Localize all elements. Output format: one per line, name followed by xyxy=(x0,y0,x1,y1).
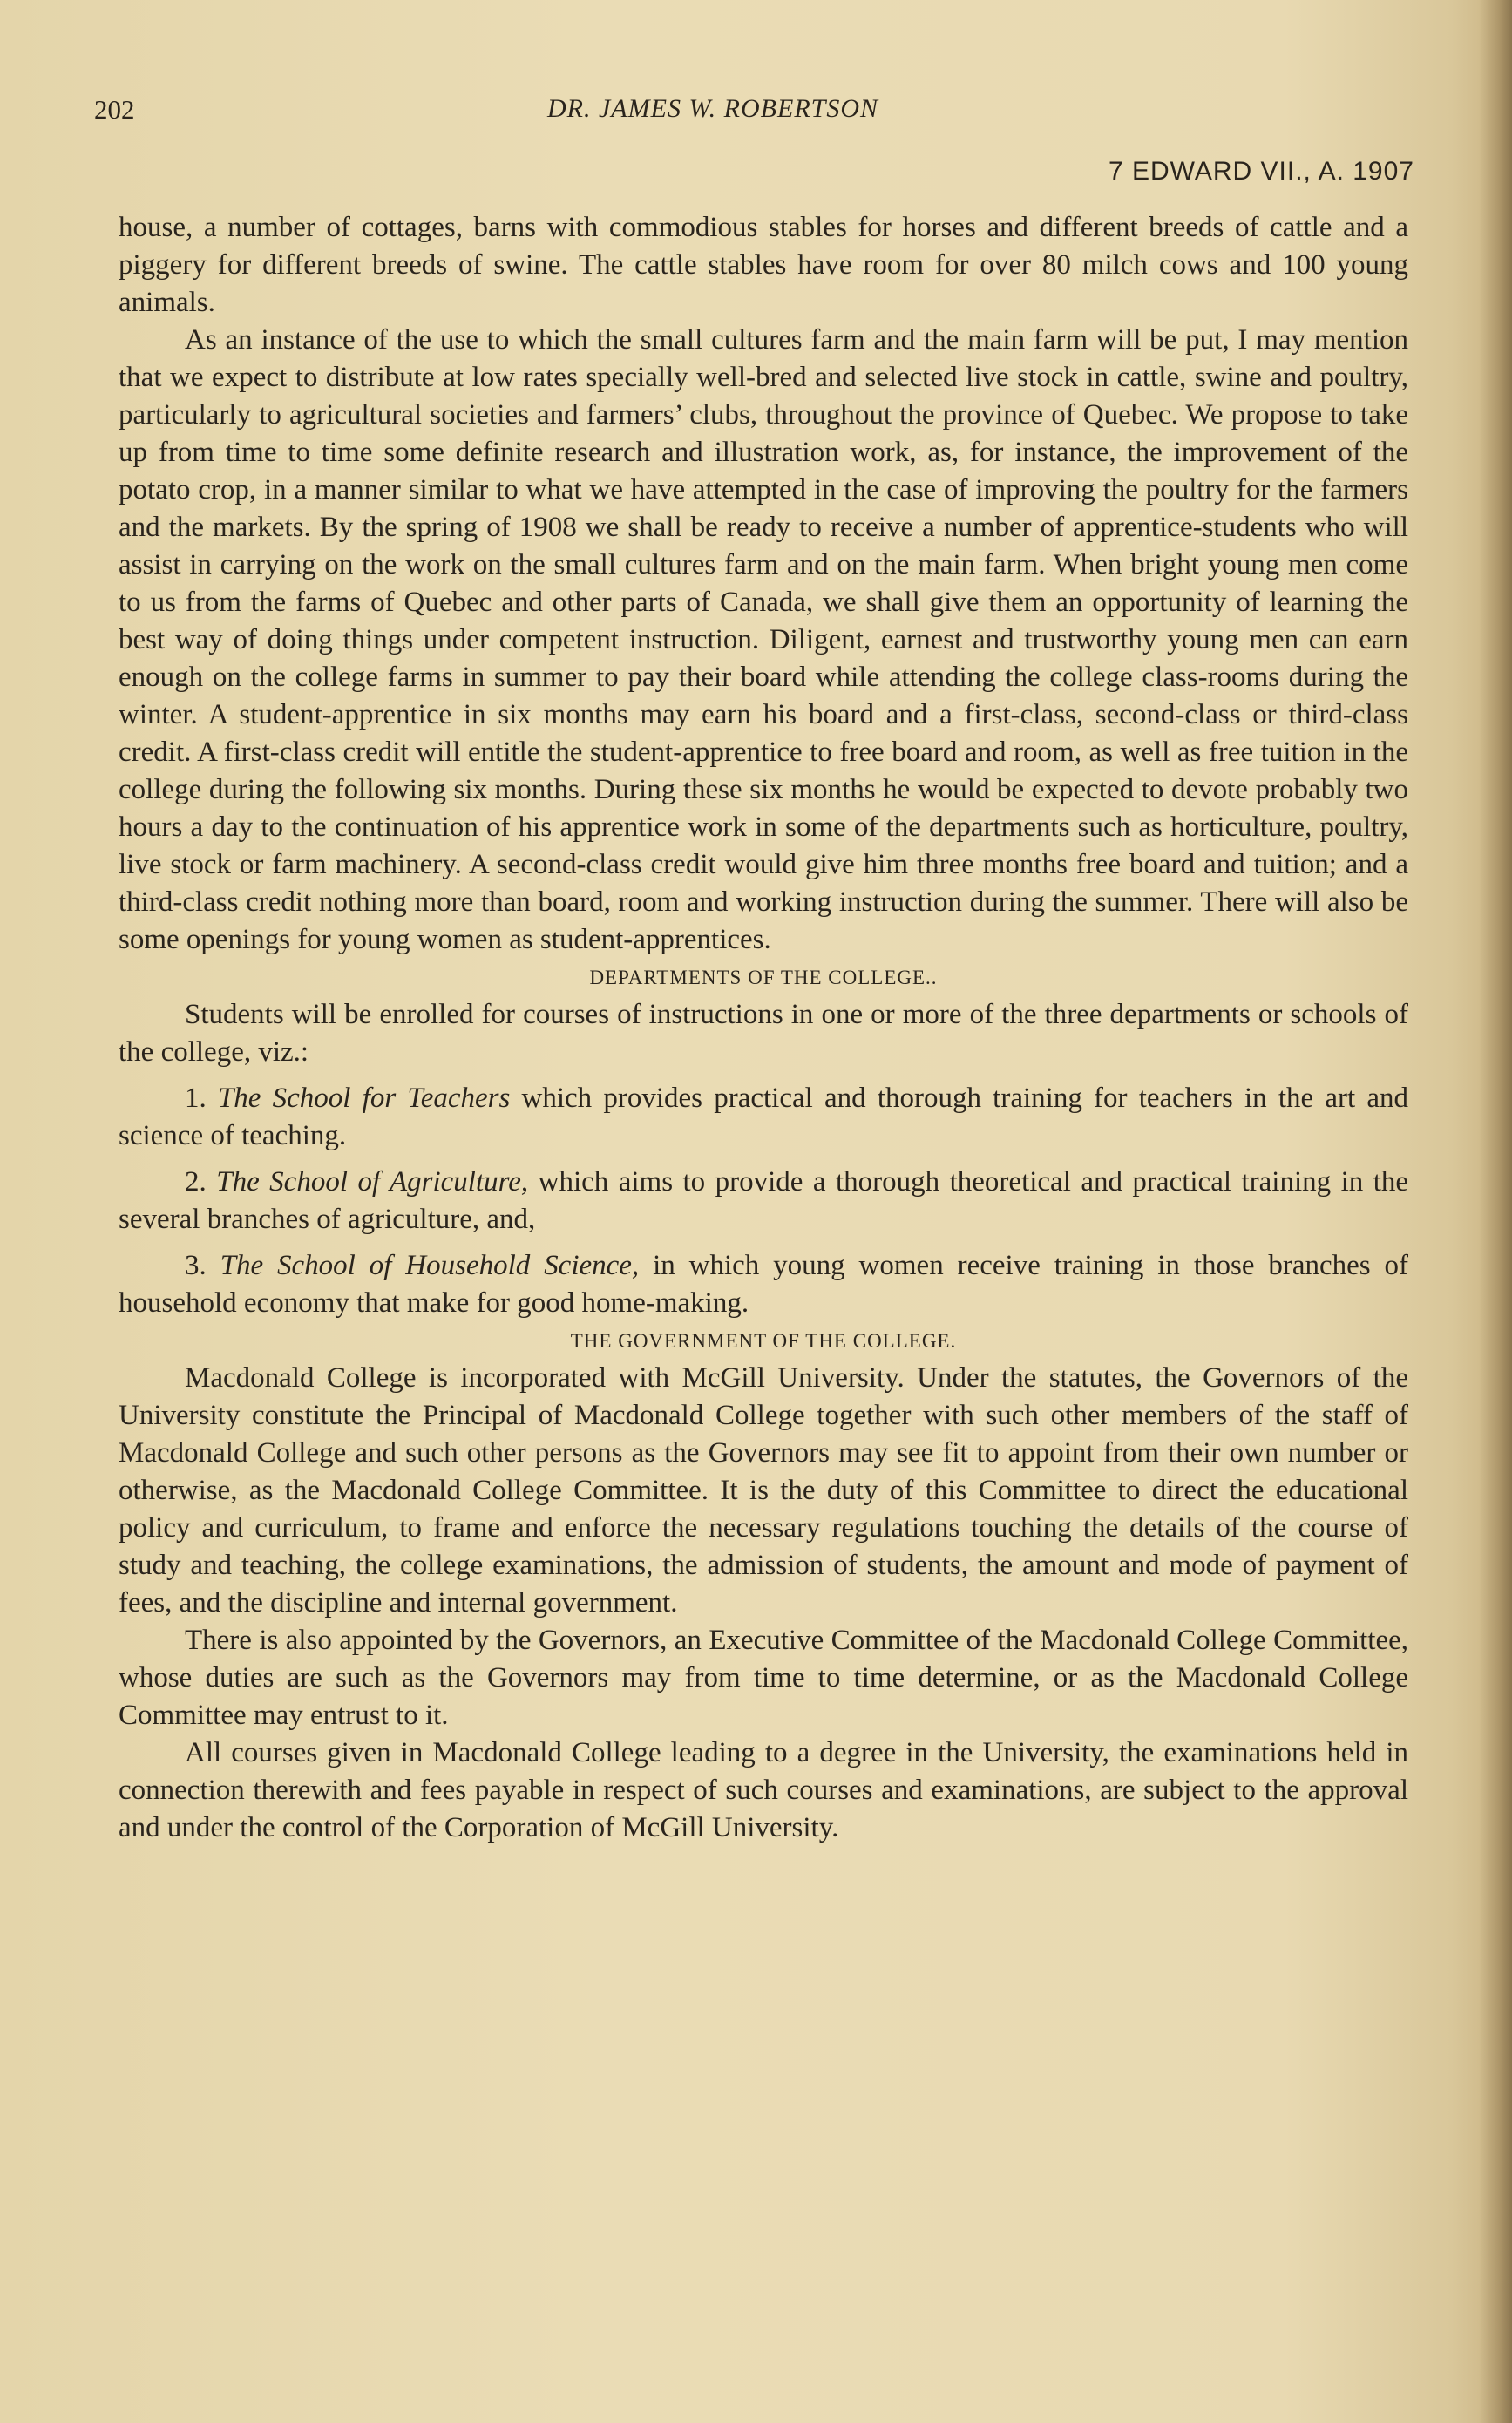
list-text: in which young women receive training in those branches of household economy that make for good home-making. xyxy=(119,1250,1409,1319)
list-title: The School for Teachers xyxy=(217,1083,511,1114)
list-text: which aims to provide a thorough theoretical and practical training in the several branches of agriculture, and, xyxy=(119,1166,1409,1235)
paragraph-government-1: Macdonald College is incorporated with McGill University. Under the statutes, the Governors of the University constitute the Principal of Macdonald College together with such other members of the staff of Macdonald College and such other persons as the Governors may see fit to appoint from their own number or otherwise, as the Macdonald College Committee. It is the duty of this Committee to direct the educational policy and curriculum, to frame and enforce the necessary regulations touching the details of the course of study and teaching, the college examinations, the admission of students, the amount and mode of payment of fees, and the discipline and internal government. xyxy=(119,1362,1408,1619)
heading-departments: DEPARTMENTS OF THE COLLEGE.. xyxy=(589,967,938,988)
list-item xyxy=(119,1247,1408,1322)
paragraph-government-3: All courses given in Macdonald College leading to a degree in the University, the examinations held in connection therewith and fees payable in respect of such courses and examinations, are subject to the approval and under the control of the Corporation of McGill University. xyxy=(119,1737,1408,1843)
list-item xyxy=(119,1164,1408,1239)
binding-edge xyxy=(1479,0,1512,2423)
list-text: which provides practical and thorough training for teachers in the art and science of teaching. xyxy=(119,1083,1409,1151)
departments-list xyxy=(119,1080,1408,1322)
page-header xyxy=(94,94,1419,132)
paragraph-departments-intro: Students will be enrolled for courses of instructions in one or more of the three departments or schools of the college, viz.: xyxy=(119,999,1408,1068)
session-label: 7 EDWARD VII., A. 1907 xyxy=(1108,157,1414,186)
list-title: The School of Agriculture, xyxy=(216,1166,529,1198)
paragraph-government-2: There is also appointed by the Governors, an Executive Committee of the Macdonald College Committee, whose duties are such as the Governors may from time to time determine, or as the Macdonald College Committee may entrust to it. xyxy=(119,1625,1408,1731)
heading-government: THE GOVERNMENT OF THE COLLEGE. xyxy=(570,1330,957,1352)
list-item xyxy=(119,1080,1408,1155)
page-number: 202 xyxy=(94,94,135,125)
list-number: 2. xyxy=(185,1166,207,1198)
list-title: The School of Household Science, xyxy=(220,1250,640,1281)
running-head: DR. JAMES W. ROBERTSON xyxy=(547,94,879,123)
paragraph-continued: house, a number of cottages, barns with commodious stables for horses and different breeds of cattle and a piggery for different breeds of swine. The cattle stables have room for over 80 milch cows and 100 young animals. xyxy=(119,212,1408,318)
body-text xyxy=(119,209,1408,1847)
list-number: 3. xyxy=(185,1250,207,1281)
paragraph-small-cultures: As an instance of the use to which the small cultures farm and the main farm will be put, I may mention that we expect to distribute at low rates specially well-bred and selected live stock in cattle, swine and poultry, particularly to agricultural societies and farmers’ clubs, throughout the province of Quebec. We propose to take up from time to time some definite research and illustration work, as, for instance, the improvement of the potato crop, in a manner similar to what we have attempted in the case of improving the poultry for the farmers and the markets. By the spring of 1908 we shall be ready to receive a number of apprentice-students who will assist in carrying on the work on the small cultures farm and on the main farm. When bright young men come to us from the farms of Quebec and other parts of Canada, we shall give them an opportunity of learning the best way of doing things under competent instruction. Diligent, earnest and trustworthy young men can earn enough on the college farms in summer to pay their board while attending the college class-rooms during the winter. A student-apprentice in six months may earn his board and a first-class, second-class or third-class credit. A first-class credit will entitle the student-apprentice to free board and room, as well as free tuition in the college during the following six months. During these six months he would be expected to devote probably two hours a day to the continuation of his apprentice work in some of the departments such as horticulture, poultry, live stock or farm machinery. A second-class credit would give him three months free board and tuition; and a third-class credit nothing more than board, room and working instruction during the summer. There will also be some openings for young women as student-apprentices. xyxy=(119,324,1408,955)
list-number: 1. xyxy=(185,1083,207,1114)
